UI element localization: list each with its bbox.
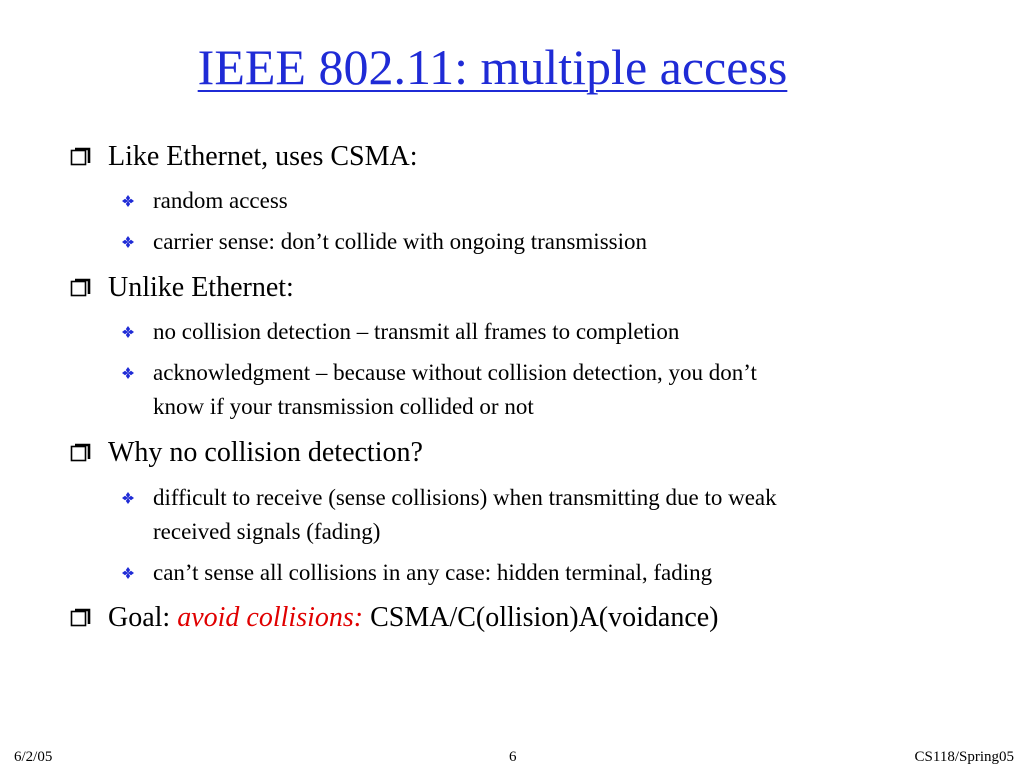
sub-bullet-text: carrier sense: don’t collide with ongoing transmission bbox=[153, 229, 647, 254]
hollow-square-bullet-icon bbox=[70, 146, 92, 168]
four-diamond-bullet-icon bbox=[122, 567, 134, 579]
sub-bullet-text: no collision detection – transmit all frames to completion bbox=[153, 319, 680, 344]
four-diamond-bullet-icon bbox=[122, 492, 134, 504]
bullet-text: Why no collision detection? bbox=[108, 437, 423, 468]
goal-suffix: CSMA/C(ollision)A(voidance) bbox=[363, 602, 719, 633]
slide-title: IEEE 802.11: multiple access bbox=[197, 39, 788, 95]
sub-bullet-text: acknowledgment – because without collision detection, you don’t bbox=[153, 360, 757, 385]
hollow-square-bullet-icon bbox=[70, 607, 92, 629]
goal-emphasis: avoid collisions: bbox=[177, 602, 364, 633]
sub-bullet-text: know if your transmission collided or not bbox=[153, 394, 534, 419]
four-diamond-bullet-icon bbox=[122, 367, 134, 379]
sub-bullet-text: random access bbox=[153, 188, 288, 213]
sub-bullet-text: received signals (fading) bbox=[153, 519, 381, 544]
footer-date: 6/2/05 bbox=[14, 749, 53, 765]
bullet-text: Like Ethernet, uses CSMA: bbox=[108, 141, 418, 172]
hollow-square-bullet-icon bbox=[70, 277, 92, 299]
four-diamond-bullet-icon bbox=[122, 236, 134, 248]
hollow-square-bullet-icon bbox=[70, 442, 92, 464]
bullet-text: Unlike Ethernet: bbox=[108, 272, 294, 303]
four-diamond-bullet-icon bbox=[122, 326, 134, 338]
footer-page-number: 6 bbox=[509, 749, 517, 765]
goal-text bbox=[108, 601, 719, 635]
sub-bullet-text: can’t sense all collisions in any case: hidden terminal, fading bbox=[153, 560, 713, 585]
goal-prefix: Goal: bbox=[108, 602, 178, 633]
footer-course: CS118/Spring05 bbox=[914, 749, 1014, 765]
sub-bullet-text: difficult to receive (sense collisions) when transmitting due to weak bbox=[153, 485, 777, 510]
four-diamond-bullet-icon bbox=[122, 195, 134, 207]
